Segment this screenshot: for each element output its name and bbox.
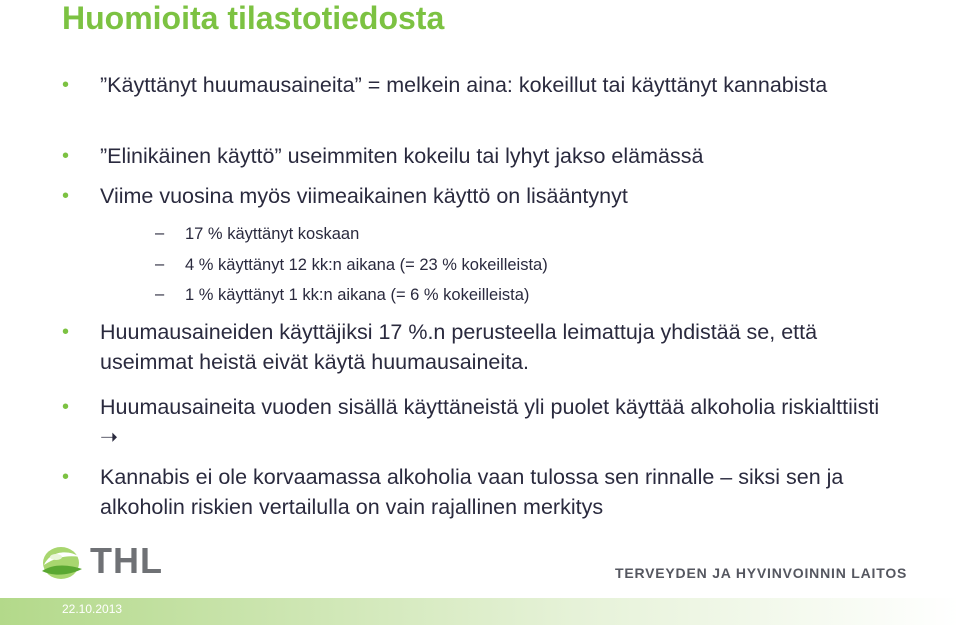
organization-name: TERVEYDEN JA HYVINVOINNIN LAITOS [615,565,908,581]
footer-date: 22.10.2013 [62,602,123,616]
logo-text: THL [90,540,163,581]
bullet-dot-icon: • [62,396,70,418]
thl-swirl-logo-icon [36,543,86,583]
dash-icon: – [155,285,165,303]
bullet-item [62,462,900,522]
bullet-item [62,181,900,211]
sub-bullet-text: 1 % käyttänyt 1 kk:n aikana (= 6 % kokeilleista) [185,286,530,304]
bullet-dot-icon: • [62,466,70,488]
bullet-item [62,392,900,452]
bullet-dot-icon: • [62,185,70,207]
bullet-item [62,70,900,100]
bullet-dot-icon: • [62,321,70,343]
bullet-text: Huumausaineiden käyttäjiksi 17 %.n perusteella leimattuja yhdistää se, että useimmat heistä eivät käytä huumausaineita. [100,320,818,374]
sub-bullet-item [155,255,885,275]
dash-icon: – [155,255,165,273]
bullet-text: ”Käyttänyt huumausaineita” = melkein aina: kokeillut tai käyttänyt kannabista [100,73,828,97]
bullet-text: Kannabis ei ole korvaamassa alkoholia vaan tulossa sen rinnalle – siksi sen ja alkoholin riskien vertailulla on vain rajallinen merkitys [100,465,844,519]
dash-icon: – [155,224,165,242]
bullet-text: ”Elinikäinen käyttö” useimmiten kokeilu tai lyhyt jakso elämässä [100,144,704,168]
bullet-dot-icon: • [62,145,70,167]
footer-bar [0,598,960,625]
slide-title: Huomioita tilastotiedosta [62,0,445,36]
bullet-item [62,317,900,377]
bullet-text: Viime vuosina myös viimeaikainen käyttö on lisääntynyt [100,184,628,208]
bullet-item [62,141,900,171]
sub-bullet-text: 17 % käyttänyt koskaan [185,225,360,243]
sub-bullet-item [155,285,885,305]
bullet-dot-icon: • [62,74,70,96]
bullet-text: Huumausaineita vuoden sisällä käyttäneistä yli puolet käyttää alkoholia riskialttiisti ➝ [100,395,880,449]
sub-bullet-text: 4 % käyttänyt 12 kk:n aikana (= 23 % kokeilleista) [185,256,548,274]
sub-bullet-item [155,224,885,244]
